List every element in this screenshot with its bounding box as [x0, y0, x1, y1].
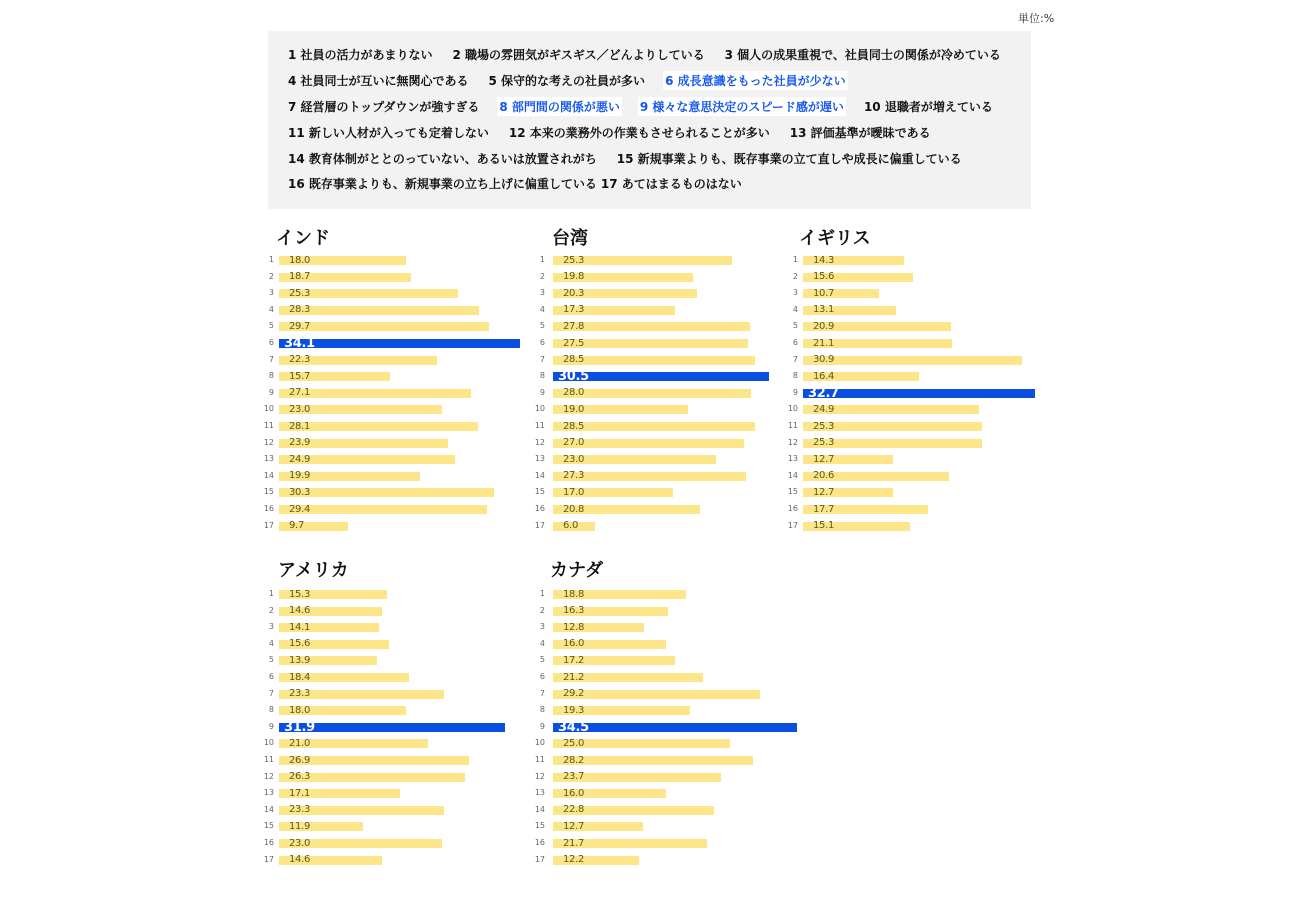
category-label: 3: [792, 288, 798, 298]
category-label: 7: [539, 354, 545, 364]
data-label: 23.0: [289, 403, 311, 415]
data-label: 23.0: [289, 837, 311, 849]
bar: [279, 505, 487, 514]
category-label: 13: [263, 788, 274, 798]
data-label: 17.3: [563, 304, 585, 316]
data-label: 22.3: [289, 354, 311, 366]
category-label: 8: [539, 705, 545, 715]
data-label: 34.1: [284, 336, 315, 351]
category-label: 3: [268, 288, 274, 298]
data-label: 30.5: [558, 369, 589, 385]
legend-item: 9 様々な意思決定のスピード感が遅い: [638, 97, 846, 116]
category-label: 15: [534, 487, 545, 497]
category-label: 12: [787, 437, 798, 447]
legend-item: 3 個人の成果重視で、社員同士の関係が冷めている: [724, 48, 1001, 63]
data-label: 23.9: [289, 437, 311, 449]
category-label: 13: [263, 454, 274, 464]
category-label: 4: [792, 304, 798, 314]
legend-item: 5 保守的な考えの社員が多い: [488, 74, 646, 89]
legend-row: [286, 68, 1031, 94]
legend-item: 2 職場の雰囲気がギスギス／どんよりしている: [452, 48, 705, 63]
data-label: 21.2: [563, 671, 585, 683]
data-label: 25.3: [563, 254, 585, 266]
data-label: 14.3: [813, 254, 835, 266]
category-label: 11: [534, 421, 545, 430]
bar: [803, 356, 1022, 365]
category-label: 7: [539, 688, 545, 698]
data-label: 11.9: [289, 820, 311, 832]
data-label: 30.3: [289, 486, 311, 498]
category-label: 14: [787, 470, 798, 480]
data-label: 19.8: [563, 271, 585, 283]
category-label: 2: [268, 605, 274, 615]
legend-row: [286, 119, 1031, 145]
data-label: 29.7: [289, 320, 311, 332]
data-label: 17.7: [813, 503, 835, 515]
legend-item: 17 あてはまるものはない: [600, 177, 742, 192]
legend-item: 10 退職者が増えている: [863, 99, 993, 114]
data-label: 23.3: [289, 688, 311, 700]
category-label: 14: [534, 804, 545, 814]
category-label: 8: [539, 371, 545, 381]
category-label: 3: [539, 288, 545, 298]
category-label: 14: [263, 804, 274, 814]
category-label: 15: [263, 487, 274, 497]
legend-item: 8 部門間の関係が悪い: [497, 97, 622, 116]
category-label: 1: [268, 589, 274, 598]
category-label: 13: [534, 788, 545, 798]
data-label: 23.7: [563, 771, 585, 783]
category-label: 6: [539, 338, 545, 347]
category-label: 12: [534, 437, 545, 447]
legend-item: 16 既存事業よりも、新規事業の立ち上げに偏重している: [288, 177, 597, 192]
category-label: 9: [792, 387, 798, 397]
category-label: 16: [787, 504, 798, 513]
category-label: 8: [268, 371, 274, 381]
legend-item: 7 経営層のトップダウンが強すぎる: [288, 99, 480, 114]
category-label: 11: [787, 421, 798, 430]
category-label: 3: [268, 622, 274, 632]
data-label: 34.5: [558, 719, 589, 735]
legend-row: [286, 42, 1031, 68]
category-label: 2: [539, 605, 545, 615]
data-label: 14.1: [289, 621, 311, 633]
chart-title: アメリカ: [278, 560, 349, 581]
data-label: 28.3: [289, 304, 311, 316]
category-label: 6: [268, 672, 274, 681]
category-label: 13: [787, 454, 798, 464]
data-label: 28.0: [563, 387, 585, 399]
category-label: 9: [539, 721, 545, 731]
legend-box: [268, 31, 1031, 209]
data-label: 32.7: [808, 385, 839, 401]
category-label: 10: [263, 738, 274, 748]
data-label: 16.0: [563, 787, 585, 799]
data-label: 13.9: [289, 654, 311, 666]
category-label: 17: [263, 854, 274, 864]
category-label: 6: [268, 338, 274, 347]
legend-item: 4 社員同士が互いに無関心である: [288, 74, 469, 89]
data-label: 24.9: [289, 453, 311, 465]
data-label: 27.5: [563, 337, 585, 349]
chart-title: インド: [276, 228, 330, 249]
category-label: 15: [263, 821, 274, 831]
category-label: 11: [263, 421, 274, 430]
data-label: 15.3: [289, 588, 311, 600]
category-label: 5: [792, 321, 798, 331]
data-label: 16.4: [813, 370, 835, 382]
data-label: 21.1: [813, 337, 835, 349]
data-label: 19.0: [563, 403, 585, 415]
data-label: 24.9: [813, 403, 835, 415]
data-label: 28.2: [563, 754, 585, 766]
category-label: 16: [534, 838, 545, 847]
chart-title: 台湾: [552, 228, 588, 249]
category-label: 7: [268, 688, 274, 698]
category-label: 5: [268, 655, 274, 665]
category-label: 1: [268, 255, 274, 264]
category-label: 17: [534, 854, 545, 864]
data-label: 26.9: [289, 754, 311, 766]
data-label: 14.6: [289, 605, 311, 617]
legend-item: 12 本来の業務外の作業もさせられることが多い: [508, 125, 770, 140]
category-label: 2: [268, 271, 274, 281]
category-label: 9: [539, 387, 545, 397]
legend-item: 14 教育体制がととのっていない、あるいは放置されがち: [288, 151, 597, 166]
data-label: 29.2: [563, 688, 585, 700]
data-label: 20.3: [563, 287, 585, 299]
legend-row: [286, 145, 1031, 171]
category-label: 4: [539, 638, 545, 648]
data-label: 6.0: [563, 520, 579, 532]
category-label: 2: [792, 271, 798, 281]
category-label: 8: [792, 371, 798, 381]
data-label: 25.3: [289, 287, 311, 299]
legend-item: 15 新規事業よりも、既存事業の立て直しや成長に偏重している: [616, 151, 962, 166]
data-label: 16.3: [563, 605, 585, 617]
data-label: 27.1: [289, 387, 311, 399]
data-label: 13.1: [813, 304, 835, 316]
category-label: 7: [792, 354, 798, 364]
chart-title: カナダ: [550, 560, 604, 581]
category-label: 10: [534, 404, 545, 414]
category-label: 4: [268, 638, 274, 648]
data-label: 28.5: [563, 354, 585, 366]
category-label: 8: [268, 705, 274, 715]
data-label: 17.2: [563, 654, 585, 666]
category-label: 11: [263, 755, 274, 764]
data-label: 12.7: [563, 820, 585, 832]
data-label: 12.7: [813, 453, 835, 465]
chart-title: イギリス: [799, 228, 871, 249]
category-label: 14: [263, 470, 274, 480]
data-label: 29.4: [289, 503, 311, 515]
highlighted-bar: [553, 723, 797, 732]
data-label: 25.3: [813, 437, 835, 449]
data-label: 16.0: [563, 638, 585, 650]
data-label: 19.9: [289, 470, 311, 482]
data-label: 18.4: [289, 671, 311, 683]
category-label: 1: [539, 255, 545, 264]
data-label: 17.0: [563, 486, 585, 498]
category-label: 7: [268, 354, 274, 364]
legend-item: 13 評価基準が曖昧である: [789, 125, 931, 140]
category-label: 2: [539, 271, 545, 281]
category-label: 5: [268, 321, 274, 331]
data-label: 21.0: [289, 737, 311, 749]
data-label: 23.3: [289, 804, 311, 816]
category-label: 5: [539, 321, 545, 331]
data-label: 15.6: [813, 271, 835, 283]
category-label: 10: [263, 404, 274, 414]
data-label: 15.6: [289, 638, 311, 650]
data-label: 25.0: [563, 737, 585, 749]
category-label: 5: [539, 655, 545, 665]
data-label: 25.3: [813, 420, 835, 432]
category-label: 12: [263, 771, 274, 781]
data-label: 9.7: [289, 520, 305, 532]
bar: [279, 322, 489, 331]
legend-item: 1 社員の活力があまりない: [288, 48, 433, 63]
data-label: 10.7: [813, 287, 835, 299]
unit-label: 単位:%: [1018, 12, 1055, 25]
data-label: 12.2: [563, 854, 585, 866]
category-label: 17: [787, 520, 798, 530]
category-label: 14: [534, 470, 545, 480]
data-label: 18.0: [289, 254, 311, 266]
category-label: 17: [263, 520, 274, 530]
data-label: 12.8: [563, 621, 585, 633]
category-label: 10: [534, 738, 545, 748]
category-label: 4: [539, 304, 545, 314]
data-label: 18.0: [289, 704, 311, 716]
legend-item: 11 新しい人材が入っても定着しない: [288, 125, 489, 140]
data-label: 20.9: [813, 320, 835, 332]
data-label: 22.8: [563, 804, 585, 816]
data-label: 18.7: [289, 271, 311, 283]
category-label: 10: [787, 404, 798, 414]
category-label: 6: [792, 338, 798, 347]
data-label: 17.1: [289, 787, 311, 799]
category-label: 11: [534, 755, 545, 764]
category-label: 6: [539, 672, 545, 681]
data-label: 14.6: [289, 854, 311, 866]
legend-row: [286, 94, 1031, 120]
category-label: 4: [268, 304, 274, 314]
category-label: 15: [787, 487, 798, 497]
category-label: 12: [263, 437, 274, 447]
data-label: 27.0: [563, 437, 585, 449]
category-label: 15: [534, 821, 545, 831]
data-label: 27.8: [563, 320, 585, 332]
data-label: 21.7: [563, 837, 585, 849]
data-label: 18.8: [563, 588, 585, 600]
category-label: 9: [268, 387, 274, 397]
data-label: 31.9: [284, 719, 315, 735]
category-label: 16: [263, 838, 274, 847]
category-label: 16: [534, 504, 545, 513]
category-label: 13: [534, 454, 545, 464]
data-label: 20.6: [813, 470, 835, 482]
category-label: 3: [539, 622, 545, 632]
category-label: 12: [534, 771, 545, 781]
category-label: 16: [263, 504, 274, 513]
data-label: 15.1: [813, 520, 835, 532]
bar: [279, 488, 494, 497]
data-label: 12.7: [813, 486, 835, 498]
category-label: 17: [534, 520, 545, 530]
category-label: 1: [539, 589, 545, 598]
data-label: 26.3: [289, 771, 311, 783]
legend-row: [286, 171, 1031, 197]
legend-item: 6 成長意識をもった社員が少ない: [663, 71, 848, 90]
data-label: 19.3: [563, 704, 585, 716]
data-label: 28.5: [563, 420, 585, 432]
data-label: 20.8: [563, 503, 585, 515]
data-label: 27.3: [563, 470, 585, 482]
category-label: 9: [268, 721, 274, 731]
data-label: 30.9: [813, 354, 835, 366]
data-label: 23.0: [563, 453, 585, 465]
data-label: 28.1: [289, 420, 311, 432]
data-label: 15.7: [289, 370, 311, 382]
highlighted-bar: [279, 339, 520, 348]
category-label: 1: [792, 255, 798, 264]
